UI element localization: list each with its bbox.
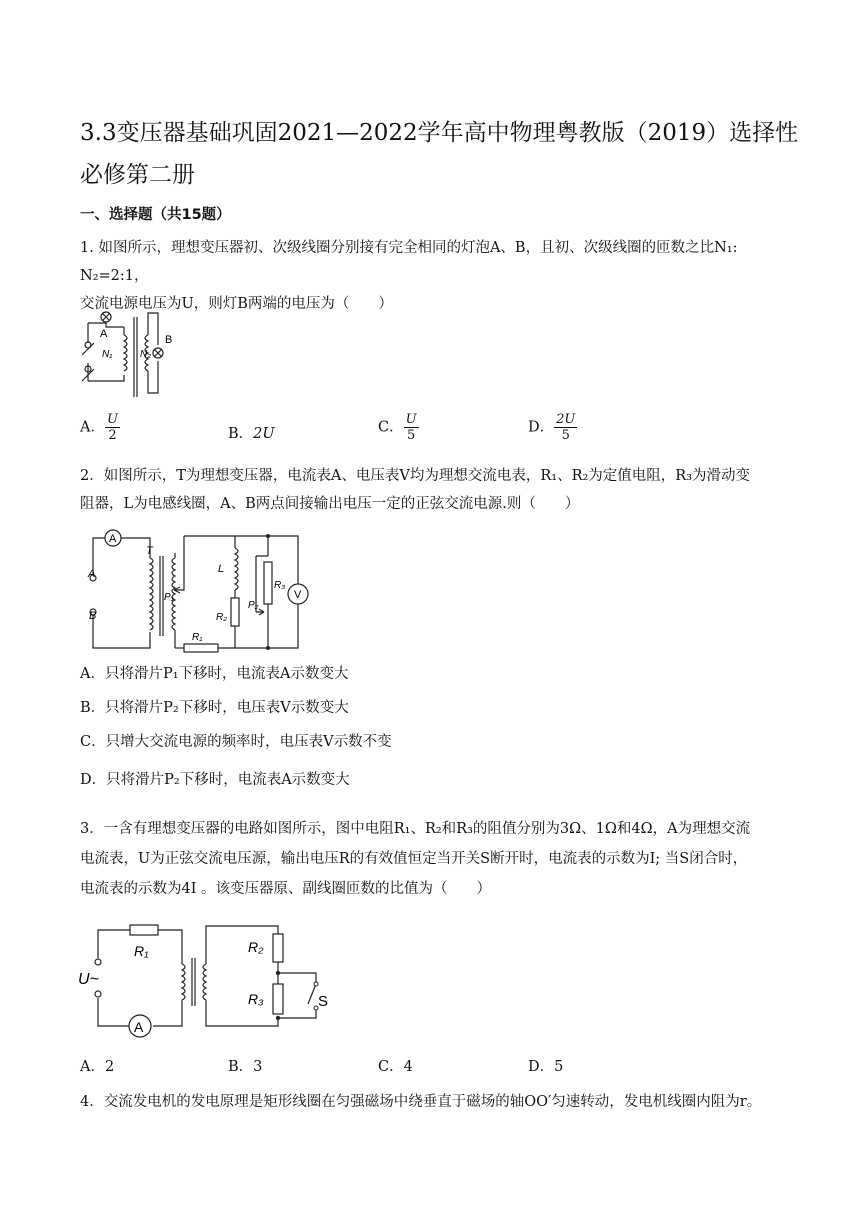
question-3-option-d[interactable]: D．5 <box>528 1059 564 1075</box>
question-2-option-a[interactable]: A．只将滑片P₁下移时，电流表A示数变大 <box>80 666 349 682</box>
document-title: 3.3变压器基础巩固2021—2022学年高中物理粤教版（2019）选择性必修第二册 <box>80 120 799 188</box>
question-4 <box>80 1088 792 1116</box>
question-2-line-2: 阻器，L为电感线圈，A、B两点间接输出电压一定的正弦交流电源.则（ ） <box>80 496 580 512</box>
question-3-option-c[interactable]: C．4 <box>378 1059 413 1075</box>
ammeter-label: A <box>134 1019 144 1035</box>
l-label: L <box>218 563 225 575</box>
section-heading: 一、选择题（共15题） <box>80 207 231 223</box>
ammeter-label: A <box>109 533 117 545</box>
question-3-line-1: 3．一含有理想变压器的电路如图所示，图中电阻R₁、R₂和R₃的阻值分别为3Ω、1Ω和4Ω，A为理想交流 <box>80 821 751 837</box>
voltmeter-label: V <box>294 589 302 601</box>
r2-label: R₂ <box>248 939 264 955</box>
question-4-line-1: 4．交流发电机的发电原理是矩形线圈在匀强磁场中绕垂直于磁场的轴OO′匀速转动，发电机线圈内阻为r。 <box>80 1094 762 1110</box>
question-2-option-d[interactable]: D．只将滑片P₂下移时，电流表A示数变大 <box>80 772 350 788</box>
fraction: $\frac{U}{5}$ <box>405 412 417 443</box>
question-3 <box>80 814 792 904</box>
question-3-option-a[interactable]: A．2 <box>80 1059 115 1075</box>
question-3-figure <box>78 920 338 1045</box>
fraction: $\frac{2U}{5}$ <box>556 412 576 443</box>
question-2-option-c[interactable]: C．只增大交流电源的频率时，电压表V示数不变 <box>80 734 392 750</box>
question-3-line-3: 电流表的示数为4I 。该变压器原、副线圈匝数的比值为（ ） <box>80 881 492 897</box>
n2-label: N₂ <box>140 349 152 360</box>
r1-label: R₁ <box>134 943 149 959</box>
u-source-label: U~ <box>78 971 99 988</box>
question-1-option-a[interactable]: A． $\frac{U}{2}$ <box>80 412 118 443</box>
question-1-option-b[interactable]: B．2U <box>228 426 275 442</box>
b-terminal-label: B <box>89 610 97 622</box>
t-label: T <box>146 545 153 557</box>
lamp-b-label: B <box>165 334 173 346</box>
question-3-option-b[interactable]: B．3 <box>228 1059 263 1075</box>
lamp-a-label: A <box>100 328 108 340</box>
question-1-figure <box>78 305 188 397</box>
r3-label: R₃ <box>248 991 264 1007</box>
r2-label: R₂ <box>216 612 228 623</box>
question-1-line-2: 交流电源电压为U，则灯B两端的电压为（ ） <box>80 296 393 312</box>
question-1-line-1: 1. 如图所示，理想变压器初、次级线圈分别接有完全相同的灯泡A、B，且初、次级线圈的匝数之比N₁: N₂=2:1， <box>80 240 738 284</box>
question-1-option-d[interactable]: D． $\frac{2U}{5}$ <box>528 412 576 443</box>
question-2-figure <box>80 520 320 654</box>
p2-label: P₂ <box>248 600 259 611</box>
p1-label: P₁ <box>164 592 174 603</box>
r3-label: R₃ <box>274 580 286 591</box>
switch-label: S <box>318 993 329 1010</box>
question-2-option-b[interactable]: B．只将滑片P₂下移时，电压表V示数变大 <box>80 700 349 716</box>
r1-label: R₁ <box>192 632 203 643</box>
question-2 <box>80 462 792 518</box>
fraction: $\frac{U}{2}$ <box>106 412 118 443</box>
question-3-line-2: 电流表，U为正弦交流电压源，输出电压R的有效值恒定当开关S断开时，电流表的示数为I; 当S闭合时， <box>80 851 748 867</box>
a-terminal-label: A <box>88 568 96 580</box>
n1-label: N₁ <box>102 349 113 360</box>
question-2-line-1: 2．如图所示，T为理想变压器，电流表A、电压表V均为理想交流电表，R₁、R₂为定值电阻，R₃为滑动变 <box>80 468 751 484</box>
question-1-option-c[interactable]: C． $\frac{U}{5}$ <box>378 412 417 443</box>
